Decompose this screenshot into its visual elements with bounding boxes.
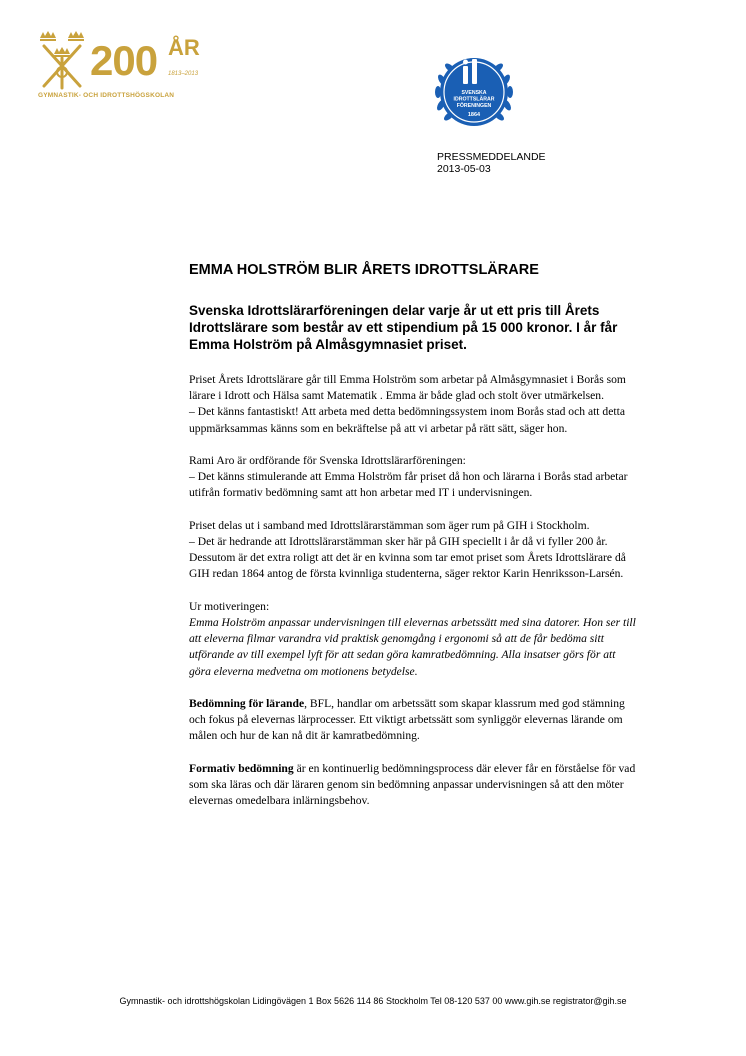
- gih-logo-years: 1813–2013: [168, 71, 199, 77]
- sif-logo: [432, 50, 516, 134]
- paragraph-2: [189, 453, 639, 502]
- article-body: [189, 372, 639, 826]
- bfl-definition: , BFL, handlar om arbetssätt som skapar klassrum med god stämning och fokus på elevernas lärprocesser. Ett viktigt arbetssätt som synliggör elevernas lärande om målen och hur de kan nå dit är kamratbedömning.: [189, 697, 625, 743]
- paragraph-1-quote: – Det känns fantastiskt! Att arbeta med detta bedömningssystem inom Borås stad och att detta uppmärksammas känns som en bekräftelse på att vi arbetar på rätt sätt, säger hon.: [189, 405, 625, 435]
- motivation-label: Ur motiveringen:: [189, 599, 270, 613]
- article-headline: EMMA HOLSTRÖM BLIR ÅRETS IDROTTSLÄRARE: [189, 262, 539, 278]
- formative-definition: är en kontinuerlig bedömningsprocess där elever får en förståelse för vad som ska läras och där läraren genom sin bedömning anpassar undervisningen så att den möter elevernas omedelbara inlärningsbehov.: [189, 761, 636, 808]
- paragraph-3-quote: – Det är hedrande att Idrottslärarstämman sker här på GIH speciellt i år då vi fyller 200 år. Dessutom är det extra roligt att det är en kvinna som tar emot priset som Årets Idrottslärare då GIH redan 1864 antog de första kvinnliga studenterna, säger rektor Karin Henriksson-Larsén.: [189, 535, 626, 581]
- sif-logo-line1: SVENSKA: [461, 90, 487, 96]
- page-footer: Gymnastik- och idrottshögskolan Lidingövägen 1 Box 5626 114 86 Stockholm Tel 08-120 537 00 www.gih.se registrator@gih.se: [119, 996, 627, 1006]
- paragraph-6: [189, 761, 639, 810]
- gih-logo-number: 200: [90, 37, 158, 84]
- paragraph-2-quote: – Det känns stimulerande att Emma Holström får priset då hon och lärarna i Borås stad arbetar utifrån formativ bedömning samt att hon arbetar med IT i undervisningen.: [189, 470, 628, 500]
- gih-logo-school: GYMNASTIK- OCH IDROTTSHÖGSKOLAN: [38, 92, 175, 99]
- paragraph-1-text: Priset Årets Idrottslärare går till Emma Holström som arbetar på Almåsgymnasiet i Borås som lärare i Idrott och Hälsa samt Matematik . Emma är både glad och stolt över utmärkelsen.: [189, 373, 626, 403]
- press-date: 2013-05-03: [437, 163, 491, 175]
- sif-logo-year: 1864: [467, 112, 481, 118]
- motivation-text: Emma Holström anpassar undervisningen till elevernas arbetssätt med sina datorer. Hon ser till att eleverna filmar varandra vid praktisk genomgång i ergonomi så att de får bedöma sitt utförande av till exempel lyft för att sedan göra kamratbedömning. Alla insatser görs för att göra eleverna medvetna om motionens betydelse.: [189, 616, 636, 678]
- paragraph-2-text: Rami Aro är ordförande för Svenska Idrottslärarföreningen:: [189, 454, 466, 467]
- press-label: PRESSMEDDELANDE: [437, 151, 546, 163]
- article-lead: Svenska Idrottslärarföreningen delar varje år ut ett pris till Årets Idrottslärare som består av ett stipendium på 15 000 kronor. I år får Emma Holström på Almåsgymnasiet priset.: [189, 303, 618, 352]
- press-info: [437, 151, 546, 175]
- sif-logo-line2: IDROTTSLÄRAR: [453, 96, 495, 103]
- paragraph-5: [189, 696, 639, 745]
- crowns-crest-icon: [36, 28, 88, 90]
- gih-logo-suffix: ÅR: [168, 35, 200, 60]
- formative-term: Formativ bedömning: [189, 761, 294, 775]
- paragraph-1: [189, 372, 639, 437]
- sif-logo-line3: FÖRENINGEN: [456, 103, 492, 109]
- paragraph-4: [189, 599, 639, 680]
- gih-200-logo: [36, 28, 236, 102]
- paragraph-3-text: Priset delas ut i samband med Idrottslärarstämman som äger rum på GIH i Stockholm.: [189, 518, 590, 532]
- bfl-term: Bedömning för lärande: [189, 697, 305, 710]
- paragraph-3: [189, 518, 639, 583]
